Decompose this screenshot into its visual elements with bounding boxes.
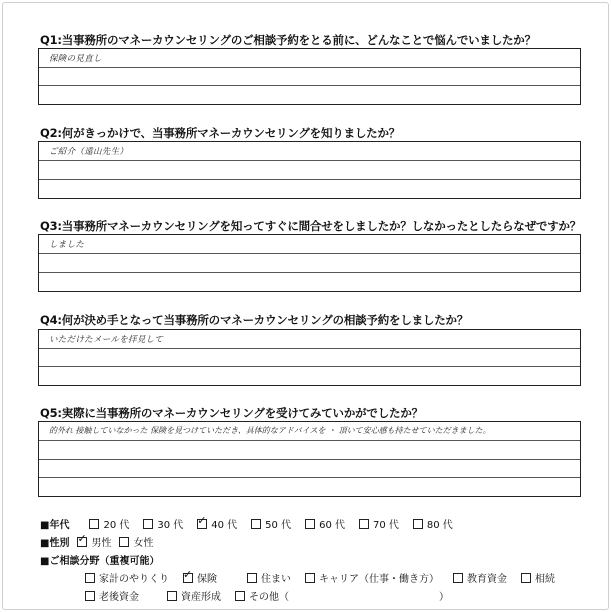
checkbox[interactable] [413,519,423,529]
age-row [40,516,467,531]
age-option-70[interactable]: 70 代 [359,516,399,531]
checkbox[interactable] [305,573,315,583]
handwritten-answer-2: ご紹介（遠山先生） [49,147,129,157]
handwritten-answer-1: 保険の見直し [49,54,102,64]
ruled-line [39,440,580,441]
ruled-line [39,348,580,349]
answer-box-4[interactable] [38,329,581,386]
gender-option-male[interactable]: ✓ 男性 [77,534,111,549]
consult-option-household[interactable]: 家計のやりくり [85,570,169,585]
checkbox[interactable] [119,537,129,547]
consult-option-insurance[interactable]: ✓ 保険 [183,570,217,585]
checkbox[interactable] [85,591,95,601]
checkbox[interactable] [235,591,245,601]
checkbox[interactable] [521,573,531,583]
age-option-20[interactable]: 20 代 [89,516,129,531]
consult-row-1 [85,570,555,585]
question-1: Q1:当事務所のマネーカウンセリングのご相談予約をとる前に、どんなことで悩んでいましたか？ [40,33,536,47]
ruled-line [39,477,580,478]
age-option-60[interactable]: 60 代 [305,516,345,531]
checkbox[interactable] [359,519,369,529]
checkbox-checked[interactable] [77,537,87,547]
consult-row-2 [85,588,449,603]
ruled-line [39,160,580,161]
checkbox[interactable] [143,519,153,529]
ruled-line [39,272,580,273]
consult-option-housing[interactable]: 住まい [247,570,291,585]
answer-box-3[interactable] [38,234,581,292]
answer-box-2[interactable] [38,141,581,199]
consult-option-assets[interactable]: 資産形成 [167,588,221,603]
age-label: ■年代 [40,520,70,531]
answer-box-5[interactable] [38,421,581,497]
ruled-line [39,179,580,180]
consult-option-education[interactable]: 教育資金 [453,570,507,585]
age-option-30[interactable]: 30 代 [143,516,183,531]
age-option-50[interactable]: 50 代 [251,516,291,531]
handwritten-answer-3: しました [49,240,85,250]
age-option-80[interactable]: 80 代 [413,516,453,531]
checkbox[interactable] [453,573,463,583]
ruled-line [39,366,580,367]
ruled-line [39,459,580,460]
consult-option-career[interactable]: キャリア（仕事・働き方） [305,570,439,585]
checkbox[interactable] [167,591,177,601]
question-2: Q2:何がきっかけで、当事務所マネーカウンセリングを知りましたか？ [40,126,401,140]
question-3: Q3:当事務所マネーカウンセリングを知ってすぐに間合せをしましたか？しなかったとしたらなぜですか？ [40,219,582,233]
handwritten-answer-5: 的外れ 接触していなかった 保険を見つけていただき、具体的なアドバイスを ・ 頂いて安心感も持たせていただきました。 [49,426,491,435]
ruled-line [39,85,580,86]
gender-option-female[interactable]: 女性 [119,534,153,549]
checkbox[interactable] [89,519,99,529]
checkbox-checked[interactable] [197,519,207,529]
checkbox[interactable] [305,519,315,529]
consult-option-other[interactable]: その他（ [235,588,289,603]
age-option-40[interactable]: ✓ 40 代 [197,516,237,531]
survey-sheet [2,2,609,610]
checkbox[interactable] [251,519,261,529]
consult-option-inheritance[interactable]: 相続 [521,570,555,585]
gender-row [40,534,167,549]
checkbox[interactable] [85,573,95,583]
checkbox-checked[interactable] [183,573,193,583]
handwritten-answer-4: いただけたメールを拝見して [49,335,164,345]
consult-label-row [40,552,159,567]
answer-box-1[interactable] [38,48,581,105]
ruled-line [39,253,580,254]
ruled-line [39,67,580,68]
checkbox[interactable] [247,573,257,583]
question-5: Q5:実際に当事務所のマネーカウンセリングを受けてみていかがでしたか？ [40,406,423,420]
consult-option-retirement[interactable]: 老後資金 [85,588,139,603]
consult-label: ■ご相談分野（重複可能） [40,556,160,567]
question-4: Q4:何が決め手となって当事務所のマネーカウンセリングの相談予約をしましたか？ [40,313,469,327]
other-close-paren: ） [439,592,449,603]
gender-label: ■性別 [40,538,70,549]
